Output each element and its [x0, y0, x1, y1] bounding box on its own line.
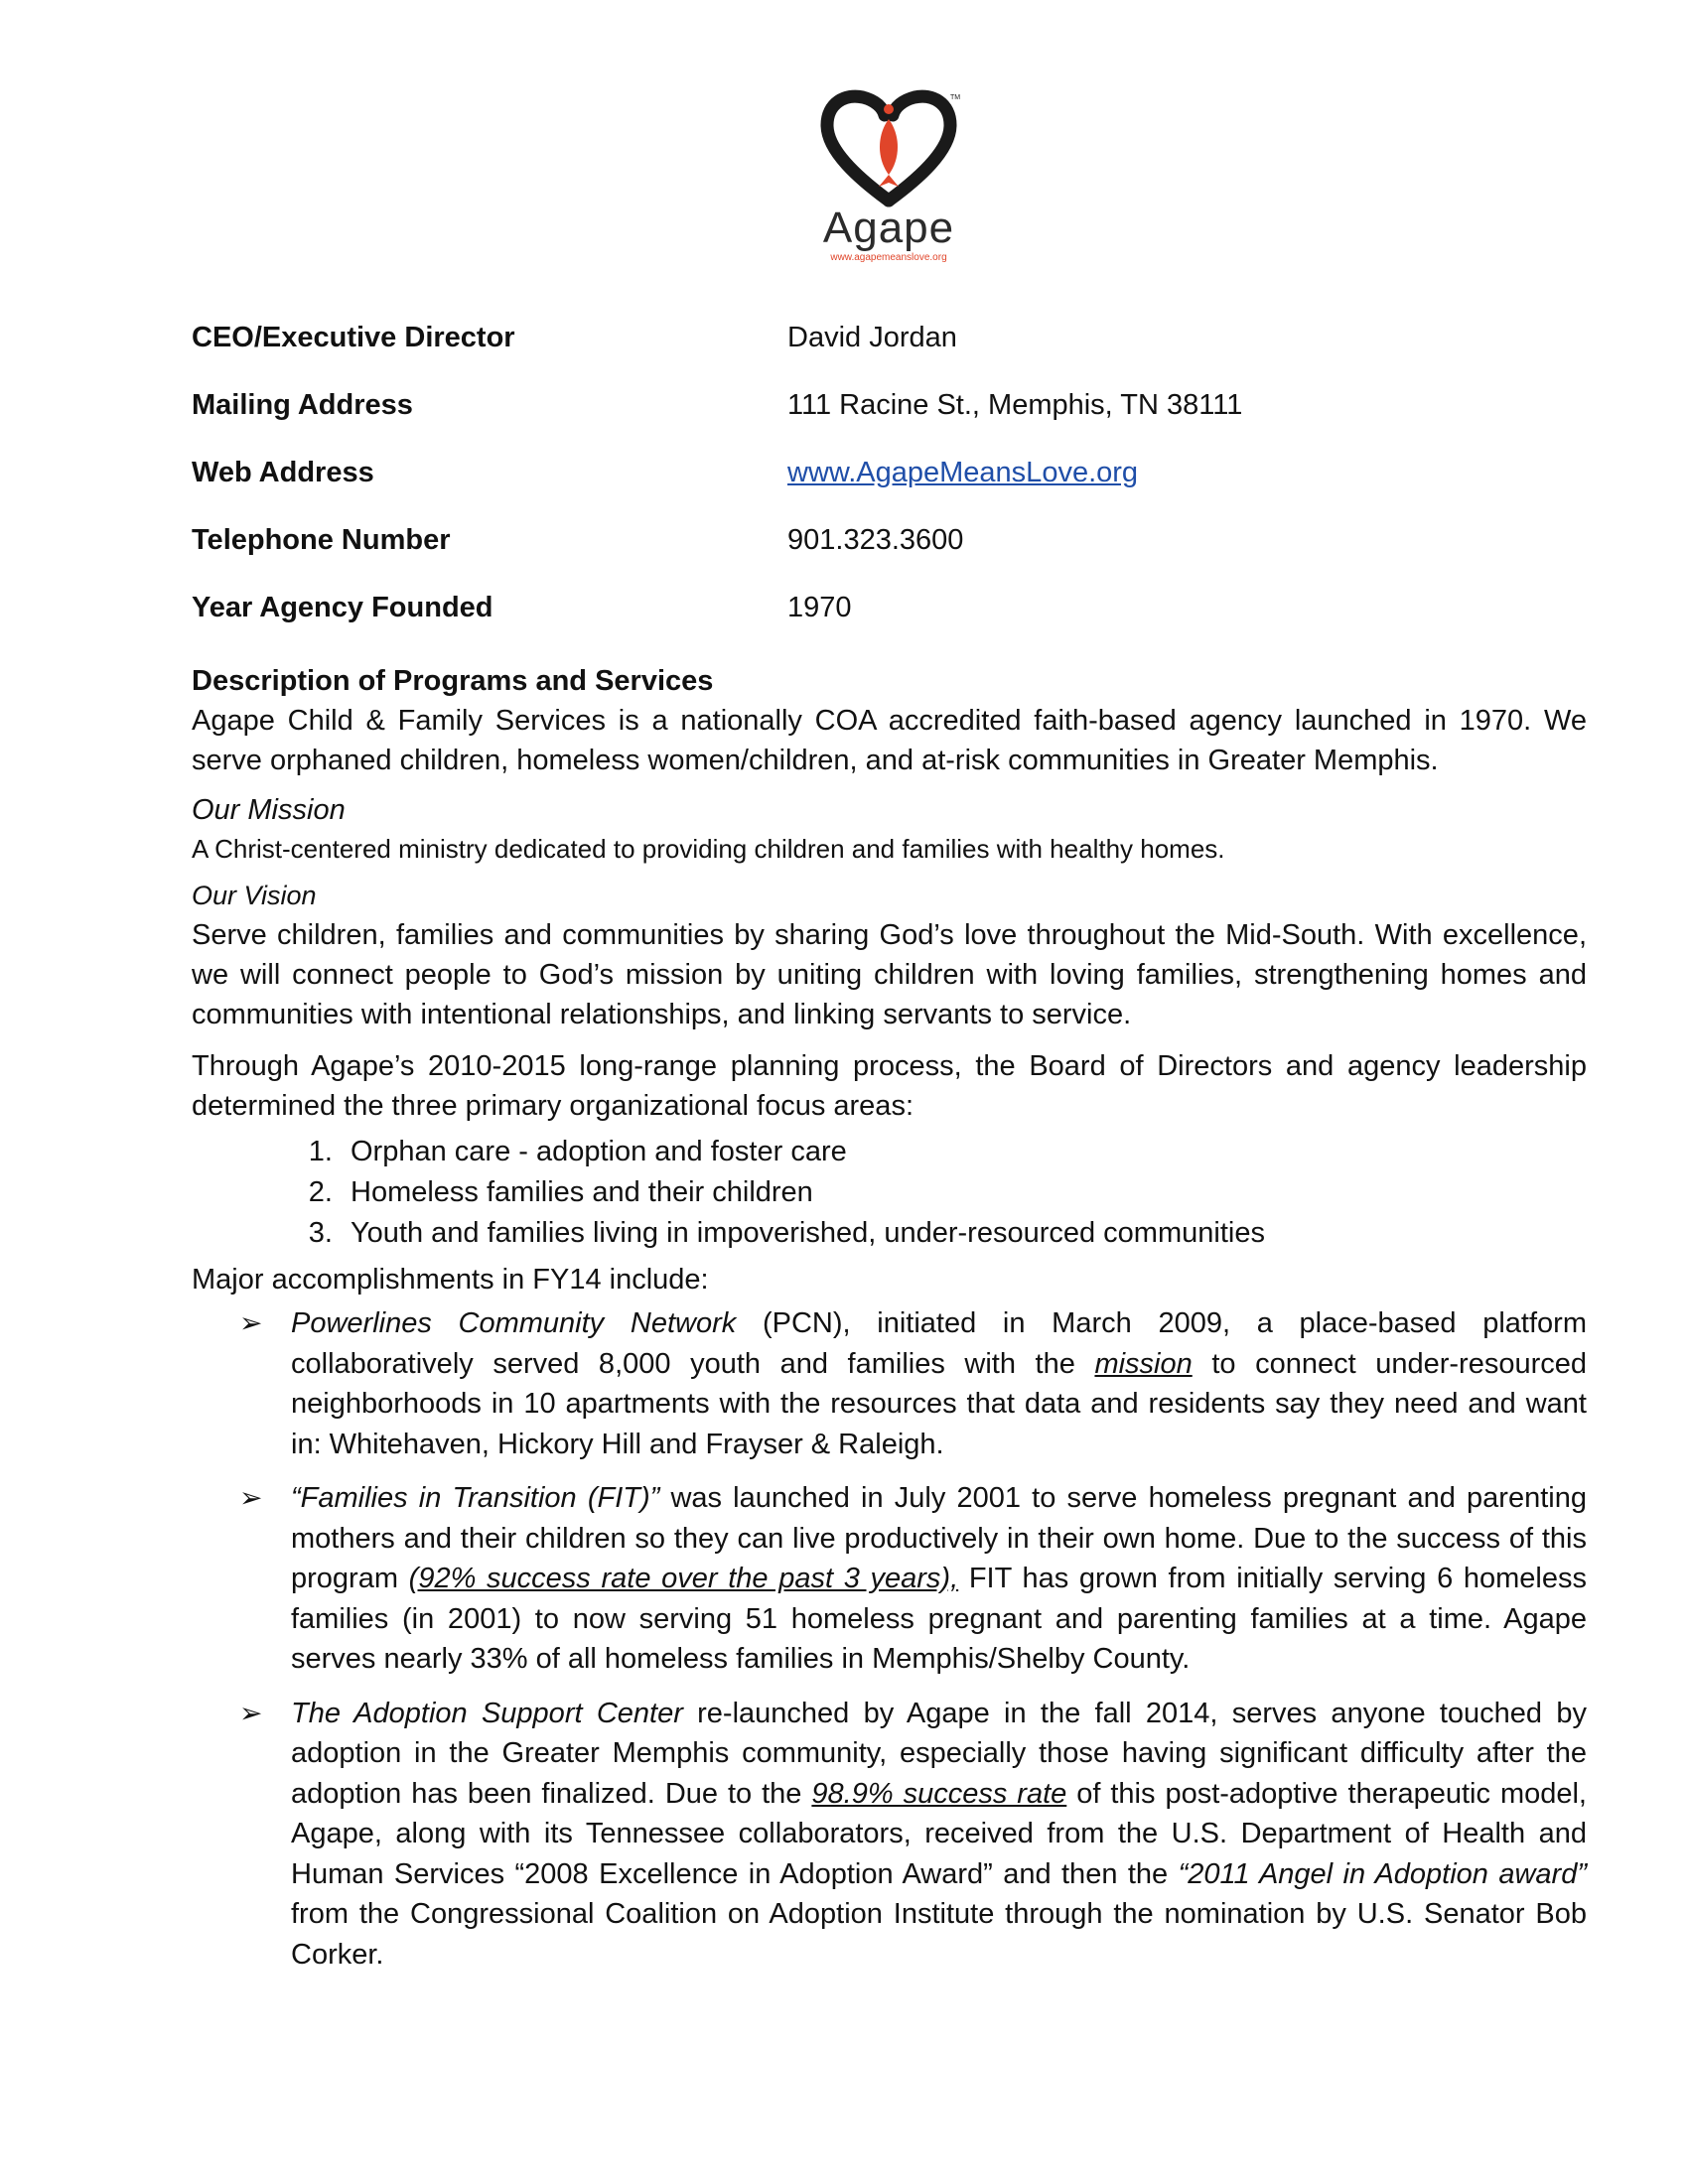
program-title: The Adoption Support Center [291, 1697, 683, 1729]
focus-areas-list [192, 1132, 1587, 1254]
info-row-web [192, 455, 1582, 522]
info-label: Web Address [192, 457, 374, 488]
vision-text: Serve children, families and communities by sharing God’s love throughout the Mid-South. With excellence, we will connect people to God’s mission by uniting children with loving families, strengthening homes and communities with intentional relationships, and linking servants to service. [192, 919, 1587, 1030]
program-text: FIT has grown from initially serving 6 homeless families (in 2001) to now serving 51 homeless pregnant and parenting families at a time. Agape serves nearly 33% of all homeless families in Memphis/Shelby County. [291, 1563, 1588, 1675]
list-item: 1. Orphan care - adoption and foster care [341, 1132, 1587, 1172]
info-value: 901.323.3600 [787, 524, 964, 556]
info-value: David Jordan [787, 322, 957, 353]
program-text: from the Congressional Coalition on Adoption Institute through the nomination by U.S. Senator Bob Corker. [291, 1898, 1587, 1971]
heart-logo-icon [819, 89, 961, 208]
program-text: re-launched by Agape in the fall 2014, serves anyone touched by adoption in the Greater Memphis community, especially those having significant difficulty after the adoption has been finalized. Due to the [291, 1697, 1587, 1810]
program-text: of this post-adoptive therapeutic model, Agape, along with its Tennessee collaborators, received from the U.S. Department of Health and Human Services “2008 Excellence in Adoption Award” and then the [291, 1777, 1587, 1890]
info-value: 111 Racine St., Memphis, TN 38111 [787, 389, 1243, 421]
list-item [192, 1694, 1587, 1976]
program-text: to connect under-resourced neighborhoods in 10 apartments with the resources that data and residents say they need and want in: Whitehaven, Hickory Hill and Frayser & Raleigh. [291, 1347, 1587, 1460]
list-item: 3. Youth and families living in impoverished, under-resourced communities [341, 1213, 1587, 1254]
accomplishments-list [192, 1303, 1587, 1975]
info-label: Telephone Number [192, 524, 451, 556]
list-item [192, 1303, 1587, 1464]
intro-paragraph: Agape Child & Family Services is a nationally COA accredited faith-based agency launched in 1970. We serve orphaned children, homeless women/children, and at-risk communities in Greater Memphis. [192, 705, 1587, 776]
vision-heading: Our Vision [192, 881, 317, 910]
description-section [192, 661, 1587, 1988]
info-label: Year Agency Founded [192, 592, 493, 623]
list-item [192, 1478, 1587, 1680]
arrow-bullet-icon: ➢ [239, 1697, 263, 1728]
arrow-bullet-icon: ➢ [239, 1482, 263, 1513]
info-row-address [192, 387, 1582, 455]
info-row-ceo [192, 320, 1582, 387]
planning-paragraph: Through Agape’s 2010-2015 long-range planning process, the Board of Directors and agency leadership determined the three primary organizational focus areas: [192, 1050, 1587, 1122]
emphasis-text: (92% success rate over the past 3 years), [408, 1563, 959, 1594]
accomplishments-intro: Major accomplishments in FY14 include: [192, 1264, 709, 1296]
info-value: 1970 [787, 592, 852, 623]
program-text: was launched in July 2001 to serve homeless pregnant and parenting mothers and their children so they can live productively in their own home. Due to the success of this program [291, 1482, 1587, 1594]
website-link[interactable]: www.AgapeMeansLove.org [787, 457, 1139, 488]
award-text: “2011 Angel in Adoption award” [1178, 1857, 1587, 1890]
info-row-phone [192, 522, 1582, 590]
agency-info-table [192, 320, 1582, 657]
agape-logo [779, 89, 998, 264]
emphasis-text: mission [1094, 1347, 1193, 1380]
arrow-bullet-icon: ➢ [239, 1307, 263, 1338]
emphasis-text: 98.9% success rate [811, 1777, 1067, 1810]
info-row-founded [192, 590, 1582, 657]
program-title: Powerlines Community Network [291, 1307, 737, 1339]
list-item: 2. Homeless families and their children [341, 1172, 1587, 1213]
logo-wordmark: Agape [822, 204, 955, 252]
info-label: Mailing Address [192, 389, 413, 421]
program-title: “Families in Transition (FIT)” [291, 1482, 660, 1514]
section-heading: Description of Programs and Services [192, 665, 714, 697]
logo-url: www.agapemeanslove.org [830, 252, 947, 263]
program-text: (PCN), initiated in March 2009, a place-based platform collaboratively served 8,000 youth and families with the [291, 1307, 1587, 1380]
svg-text:TM: TM [950, 94, 961, 101]
mission-text: A Christ-centered ministry dedicated to providing children and families with healthy homes. [192, 834, 1225, 864]
mission-heading: Our Mission [192, 794, 346, 826]
info-label: CEO/Executive Director [192, 322, 515, 353]
